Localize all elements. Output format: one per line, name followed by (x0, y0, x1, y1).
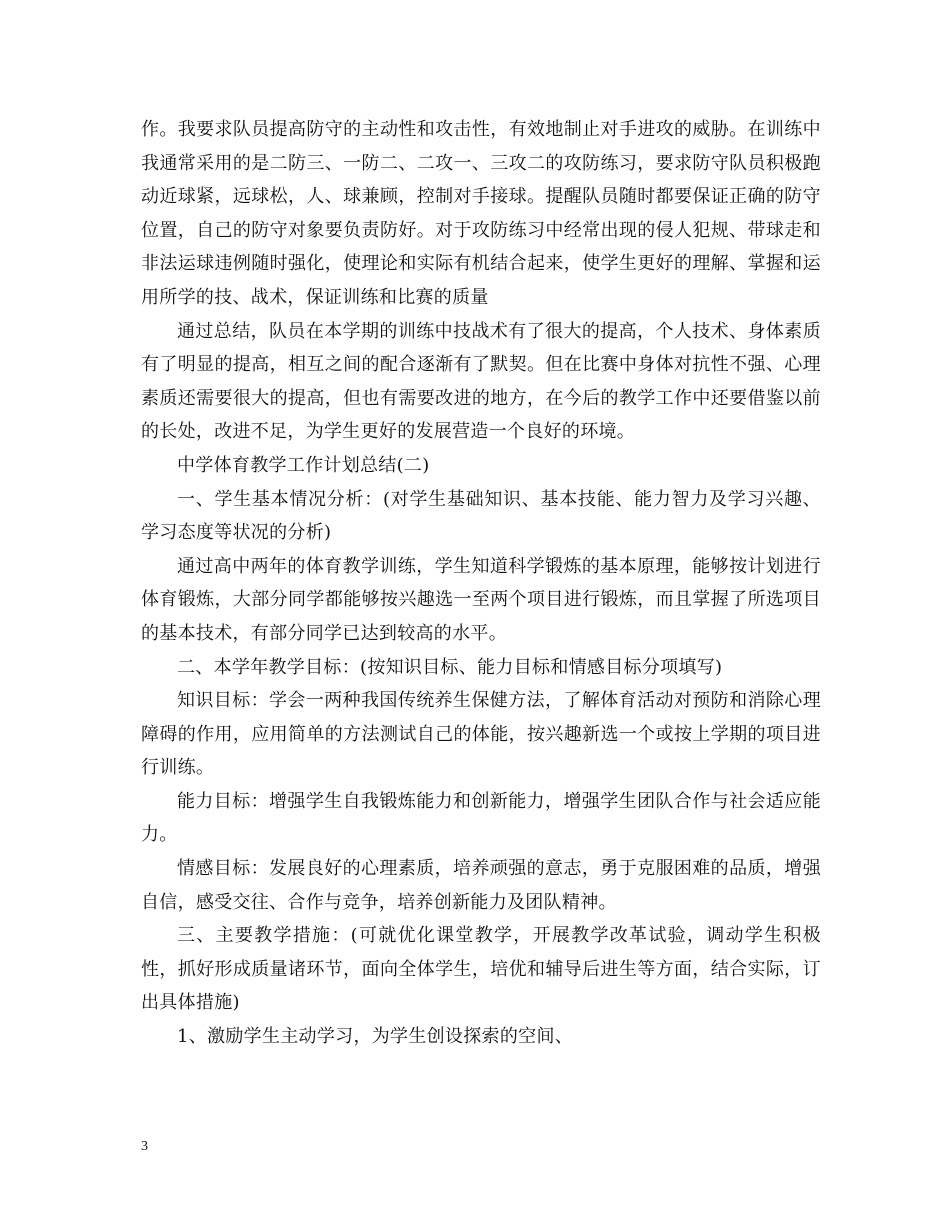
paragraph-knowledge-goal: 知识目标：学会一两种我国传统养生保健方法，了解体育活动对预防和消除心理障碍的作用，应用简单的方法测试自己的体能，按兴趣新选一个或按上学期的项目进行训练。 (141, 690, 821, 779)
heading-teaching-measures: 三、主要教学措施：(可就优化课堂教学，开展教学改革试验，调动学生积极性，抓好形成质量诸环节，面向全体学生，培优和辅导后进生等方面，结合实际，订出具体措施) (141, 925, 821, 1014)
list-item-measure-1: 1、激励学生主动学习，为学生创设探索的空间、 (177, 1026, 574, 1048)
page-number: 3 (141, 1139, 148, 1154)
heading-student-analysis: 一、学生基本情况分析：(对学生基础知识、基本技能、能力智力及学习兴趣、学习态度等状况的分析) (141, 488, 821, 544)
paragraph-summary: 通过总结，队员在本学期的训练中技战术有了很大的提高，个人技术、身体素质有了明显的提高，相互之间的配合逐渐有了默契。但在比赛中身体对抗性不强、心理素质还需要很大的提高，但也有需要改进的地方，在今后的教学工作中还要借鉴以前的长处，改进不足，为学生更好的发展营造一个良好的环境。 (141, 320, 821, 443)
document-body (141, 113, 821, 1054)
paragraph-emotion-goal: 情感目标：发展良好的心理素质，培养顽强的意志，勇于克服困难的品质，增强自信，感受交往、合作与竞争，培养创新能力及团队精神。 (141, 858, 821, 913)
section-title: 中学体育教学工作计划总结(二) (177, 454, 430, 476)
heading-teaching-goals: 二、本学年教学目标：(按知识目标、能力目标和情感目标分项填写) (177, 656, 723, 678)
paragraph-ability-goal: 能力目标：增强学生自我锻炼能力和创新能力，增强学生团队合作与社会适应能力。 (141, 790, 821, 846)
paragraph-student-analysis: 通过高中两年的体育教学训练，学生知道科学锻炼的基本原理，能够按计划进行体育锻炼，大部分同学都能够按兴趣选一至两个项目进行锻炼，而且掌握了所选项目的基本技术，有部分同学已达到较高的水平。 (141, 555, 821, 644)
paragraph-continuation: 作。我要求队员提高防守的主动性和攻击性，有效地制止对手进攻的威胁。在训练中我通常采用的是二防三、一防二、二攻一、三攻二的攻防练习，要求防守队员积极跑动近球紧，远球松，人、球兼顾，控制对手接球。提醒队员随时都要保证正确的防守位置，自己的防守对象要负责防好。对于攻防练习中经常出现的侵人犯规、带球走和非法运球违例随时强化，使理论和实际有机结合起来，使学生更好的理解、掌握和运用所学的技、战术，保证训练和比赛的质量 (141, 119, 821, 308)
